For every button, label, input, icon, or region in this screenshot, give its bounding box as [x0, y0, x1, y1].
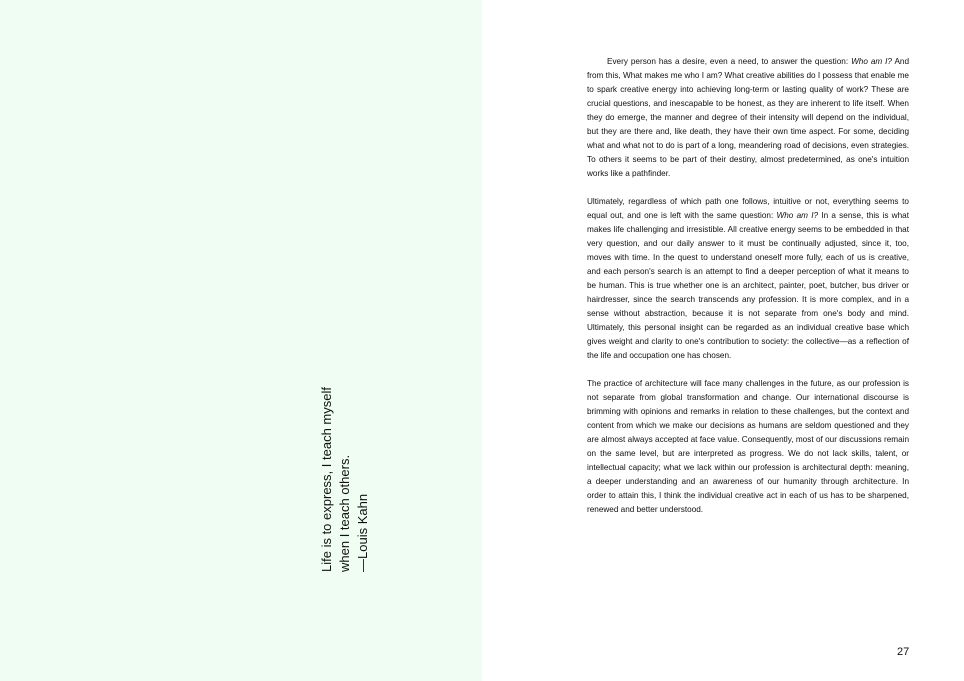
paragraph-1	[587, 55, 909, 181]
paragraph-1-italic-question: Who am I?	[851, 57, 892, 66]
paragraph-1-segment: Every person has a desire, even a need, to answer the question:	[607, 57, 852, 66]
paragraph-2-segment: Ultimately, regardless of which path one follows, intuitive or not, everything seems to equal out, and one is left with the same question:	[587, 197, 909, 220]
quote-line-2: when I teach others.	[337, 454, 352, 572]
body-text	[587, 55, 909, 531]
paragraph-3	[587, 377, 909, 517]
quote-line-1: Life is to express, I teach myself	[319, 387, 334, 572]
paragraph-2-segment: In a sense, this is what makes life challenging and irresistible. All creative energy seems to be embedded in that very question, and our daily answer to it must be continually adjusted, since it, too, moves with time. In the quest to understand oneself more fully, each of us is creative, and each person's search is an attempt to find a deeper perception of what it means to be human. This is true whether one is an architect, painter, poet, butcher, bus driver or hairdresser, since the search transcends any profession. It is more complex, and in a sense without abstraction, because it is not separate from one's body and mind. Ultimately, this personal insight can be regarded as an individual creative base which gives weight and clarity to one's contribution to society: the collective—as a reflection of the life and occupation one has chosen.	[587, 211, 909, 360]
right-page	[482, 0, 964, 681]
paragraph-1-segment: And from this, What makes me who I am? What creative abilities do I possess that enable me to spark creative energy into achieving long-term or lasting quality of work? These are crucial questions, and inescapable to be honest, as they are inherent to life itself. When they do emerge, the manner and degree of their intensity will depend on the individual, but they are there and, like death, they have their own time aspect. For some, deciding what and what not to do is part of a long, meandering road of decisions, even strategies. To others it seems to be part of their destiny, almost predetermined, as one's intuition works like a pathfinder.	[587, 57, 910, 178]
pull-quote	[318, 352, 372, 572]
page-number: 27	[897, 646, 910, 658]
paragraph-2	[587, 195, 909, 363]
paragraph-2-italic-question: Who am I?	[776, 211, 819, 220]
paragraph-3-segment: The practice of architecture will face many challenges in the future, as our profession is not separate from global transformation and change. Our international discourse is brimming with opinions and remarks in relation to these challenges, but the context and content from which we make our decisions as humans are seldom questioned and they are almost always accepted at face value. Consequently, most of our discussions remain on the same level, but are interpreted as progress. We do not lack skills, talent, or intellectual capacity; what we lack within our profession is architectural depth: meaning, a deeper understanding and an awareness of our humanity through architecture. In order to attain this, I think the individual creative act in each of us has to be sharpened, renewed and better understood.	[587, 379, 909, 514]
quote-attribution: —Louis Kahn	[355, 493, 370, 572]
